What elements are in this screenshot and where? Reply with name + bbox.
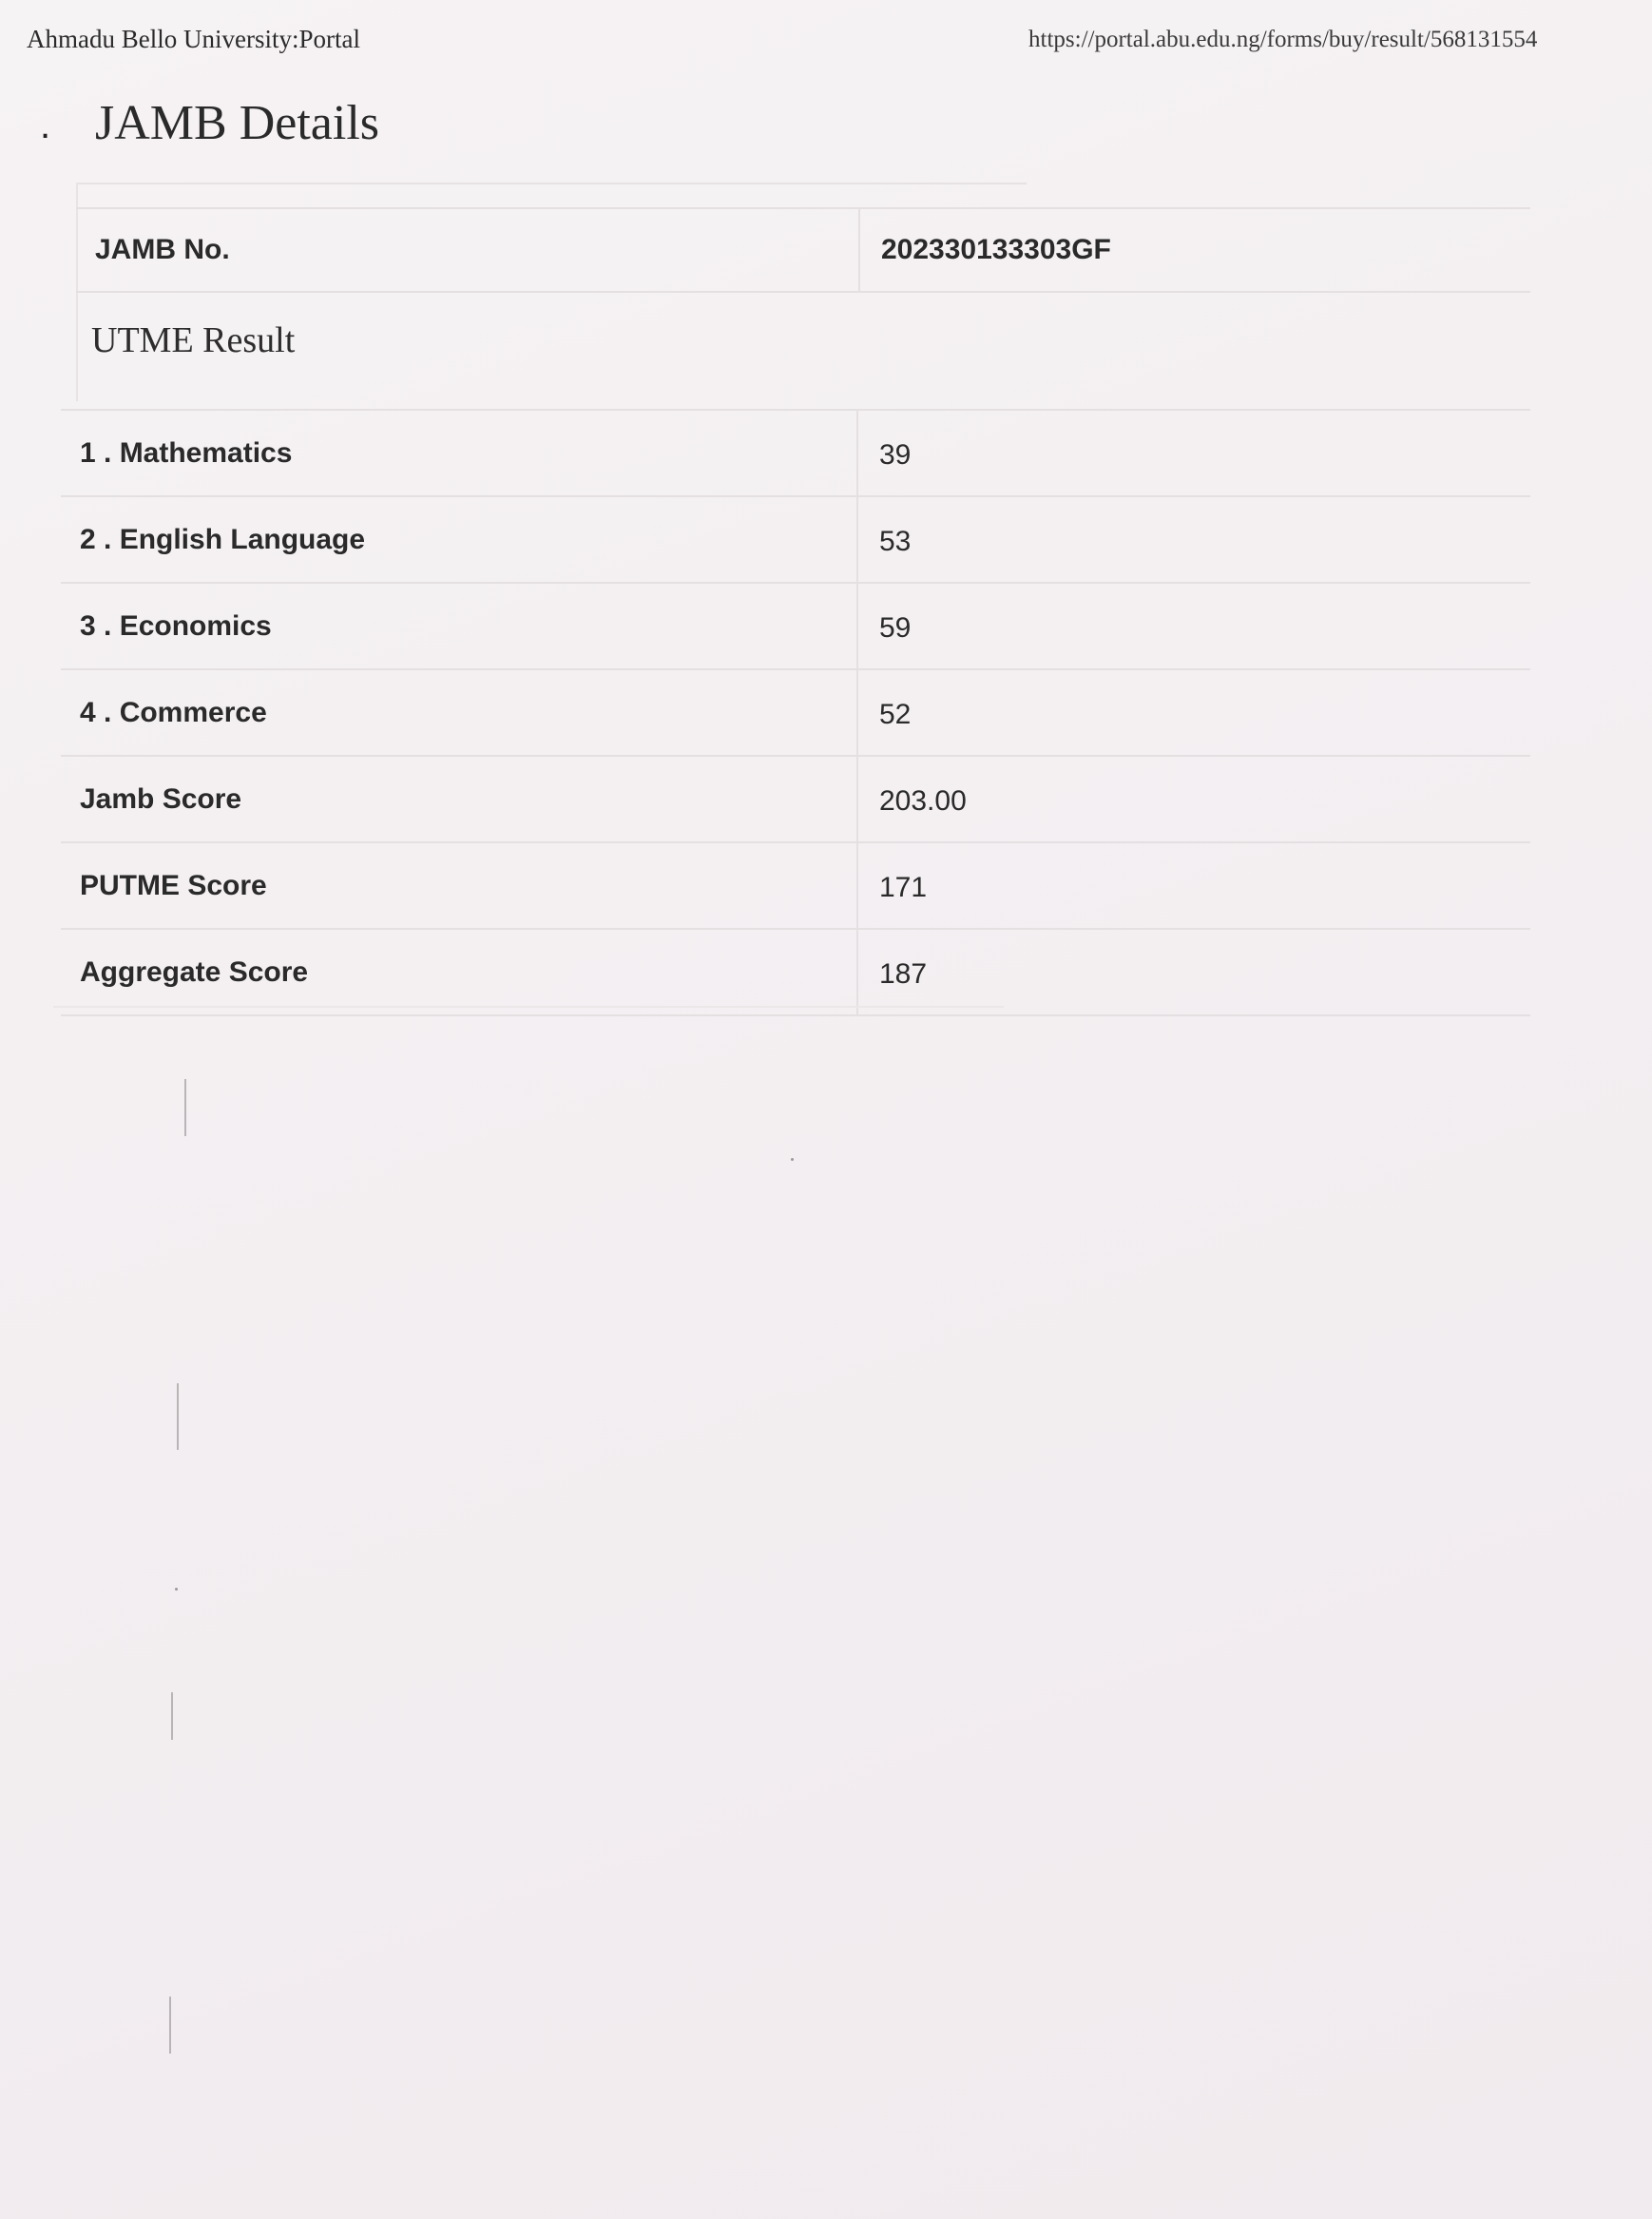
site-title: Ahmadu Bello University:Portal [27,25,360,53]
jamb-number-table [76,207,1530,293]
utme-result-heading: UTME Result [91,320,296,360]
table-row [61,842,1530,929]
print-artifact [169,1997,171,2054]
section-bottom-divider [53,1006,1004,1008]
bullet-mark: . [40,105,51,146]
print-artifact [791,1158,794,1161]
subject-label: 4 . Commerce [61,669,857,756]
page-url: https://portal.abu.edu.ng/forms/buy/result/568131554 [1028,27,1538,52]
subject-label: 1 . Mathematics [61,410,857,496]
table-row [61,929,1530,1015]
subject-label: 2 . English Language [61,496,857,583]
title-divider [76,183,1027,184]
jamb-score-label: Jamb Score [61,756,857,842]
table-row [61,410,1530,496]
table-row [61,583,1530,669]
print-header [27,25,1652,63]
subject-score: 59 [857,583,1530,669]
table-row [61,496,1530,583]
jamb-number-label: JAMB No. [76,208,859,292]
table-row [61,756,1530,842]
utme-result-table [61,409,1530,1016]
subject-score: 53 [857,496,1530,583]
jamb-score-value: 203.00 [857,756,1530,842]
putme-score-value: 171 [857,842,1530,929]
print-artifact [177,1383,179,1450]
aggregate-score-value: 187 [857,929,1530,1015]
print-artifact [175,1588,178,1591]
print-artifact [171,1692,173,1740]
print-artifact [184,1079,186,1136]
subject-score: 52 [857,669,1530,756]
aggregate-score-label: Aggregate Score [61,929,857,1015]
jamb-number-row [76,208,1530,292]
subject-label: 3 . Economics [61,583,857,669]
putme-score-label: PUTME Score [61,842,857,929]
subject-score: 39 [857,410,1530,496]
section-title: JAMB Details [95,96,379,150]
table-row [61,669,1530,756]
jamb-number-value: 202330133303GF [859,208,1530,292]
